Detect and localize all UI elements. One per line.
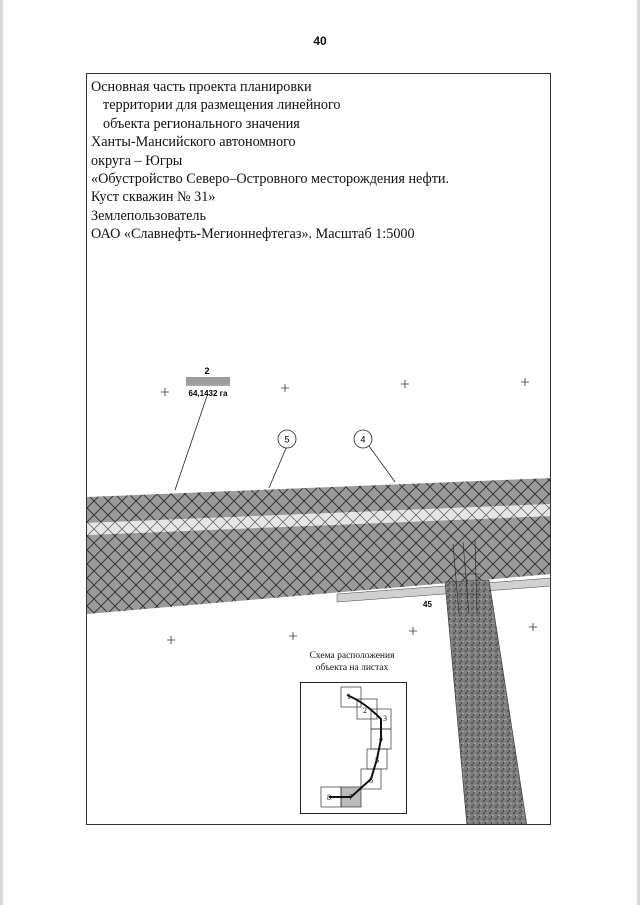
adjacent-sheet-ref: 45	[423, 600, 432, 609]
route-line	[329, 695, 381, 797]
title-line: Куст скважин № 31»	[91, 189, 216, 206]
svg-text:5: 5	[284, 434, 290, 445]
access-road	[445, 580, 527, 825]
title-line: «Обустройство Северо–Островного месторождения нефти.	[91, 171, 450, 188]
title-line: территории для размещения линейного	[103, 97, 341, 114]
sheet-number: 7	[349, 793, 353, 802]
sheet-number: 1	[347, 692, 351, 701]
callout-4	[354, 430, 372, 448]
drawing-frame	[86, 73, 551, 825]
scan-edge-left	[0, 0, 3, 905]
sheet-number: 5	[375, 756, 379, 765]
title-line: Ханты-Мансийского автономного	[91, 134, 296, 151]
parcel-number: 2	[204, 366, 210, 376]
title-line: округа – Югры	[91, 152, 183, 169]
sheet-number: 2	[363, 706, 367, 715]
sheet-number: 4	[379, 734, 383, 743]
sheet-number: 8	[327, 793, 331, 802]
title-line: объекта регионального значения	[103, 115, 300, 132]
sheet-number: 6	[369, 776, 373, 785]
title-line: ОАО «Славнефть-Мегионнефтегаз». Масштаб 1:5000	[91, 226, 415, 243]
inset-caption-line: Схема расположения	[309, 651, 395, 661]
callout-5	[278, 430, 296, 448]
page-number: 40	[313, 34, 327, 48]
sheet-number: 3	[383, 714, 387, 723]
sheet-layout-diagram	[301, 683, 406, 813]
title-block	[91, 78, 531, 244]
parcel-label-bg	[186, 377, 230, 384]
title-line: Землепользователь	[91, 207, 206, 224]
inset-caption-line: объекта на листах	[315, 663, 389, 673]
svg-text:4: 4	[360, 434, 366, 445]
sheet-layout-scheme	[300, 682, 407, 814]
parcel-area: 64,1432 га	[188, 389, 228, 398]
inset-caption	[282, 650, 422, 674]
title-line: Основная часть проекта планировки	[91, 79, 312, 95]
